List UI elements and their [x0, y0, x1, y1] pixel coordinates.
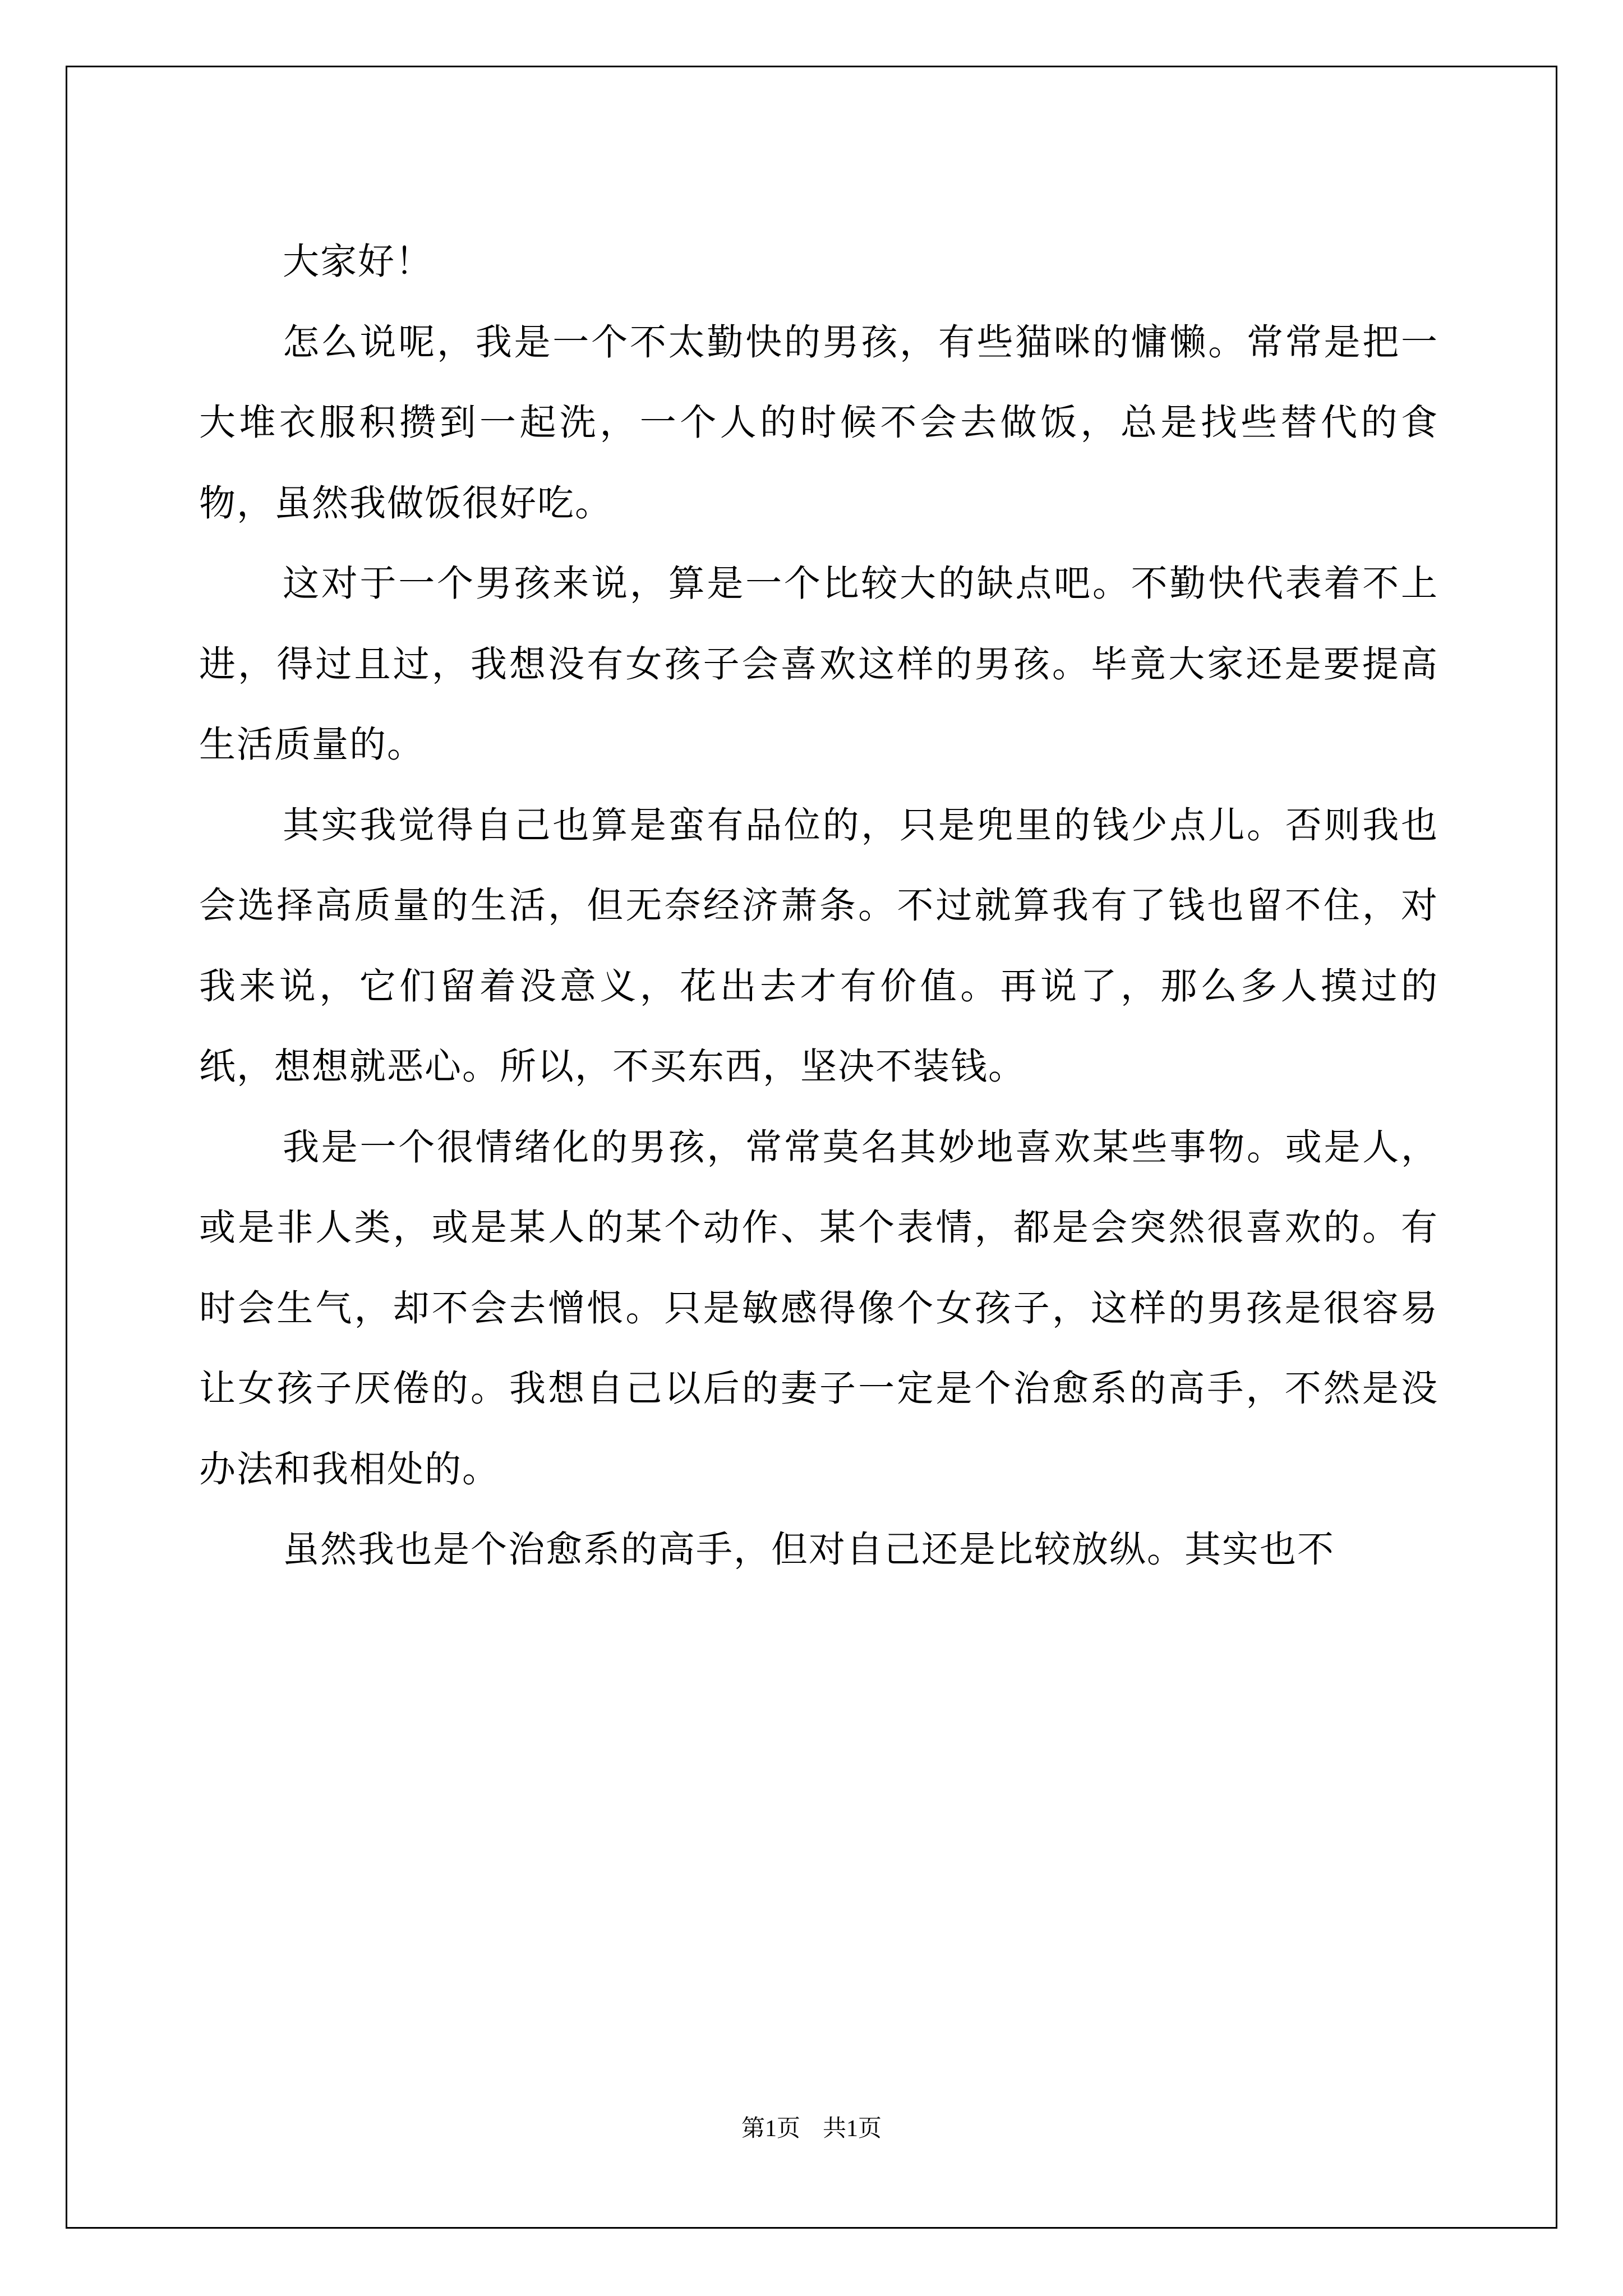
paragraph-greeting: 大家好！ — [283, 241, 434, 283]
document-body — [199, 222, 1438, 1590]
page-number-current: 第1页 — [741, 2116, 800, 2142]
paragraph-healing: 虽然我也是个治愈系的高手，但对自己还是比较放纵。其实也不 — [283, 1529, 1335, 1571]
paragraph-shortcoming: 这对于一个男孩来说，算是一个比较大的缺点吧。不勤快代表着不上进，得过且过，我想没有女孩子会喜欢这样的男孩。毕竟大家还是要提高生活质量的。 — [199, 563, 1438, 766]
page-footer — [0, 2112, 1623, 2146]
paragraph-emotional: 我是一个很情绪化的男孩，常常莫名其妙地喜欢某些事物。或是人，或是非人类，或是某人的某个动作、某个表情，都是会突然很喜欢的。有时会生气，却不会去憎恨。只是敏感得像个女孩子，这样的男孩是很容易让女孩子厌倦的。我想自己以后的妻子一定是个治愈系的高手，不然是没办法和我相处的。 — [199, 1126, 1438, 1490]
page-number-total: 共1页 — [823, 2116, 882, 2142]
paragraph-laziness: 怎么说呢，我是一个不太勤快的男孩，有些猫咪的慵懒。常常是把一大堆衣服积攒到一起洗，一个人的时候不会去做饭，总是找些替代的食物，虽然我做饭很好吃。 — [199, 321, 1438, 524]
paragraph-taste-money: 其实我觉得自己也算是蛮有品位的，只是兜里的钱少点儿。否则我也会选择高质量的生活，但无奈经济萧条。不过就算我有了钱也留不住，对我来说，它们留着没意义，花出去才有价值。再说了，那么多人摸过的纸，想想就恶心。所以，不买东西，坚决不装钱。 — [199, 804, 1438, 1088]
